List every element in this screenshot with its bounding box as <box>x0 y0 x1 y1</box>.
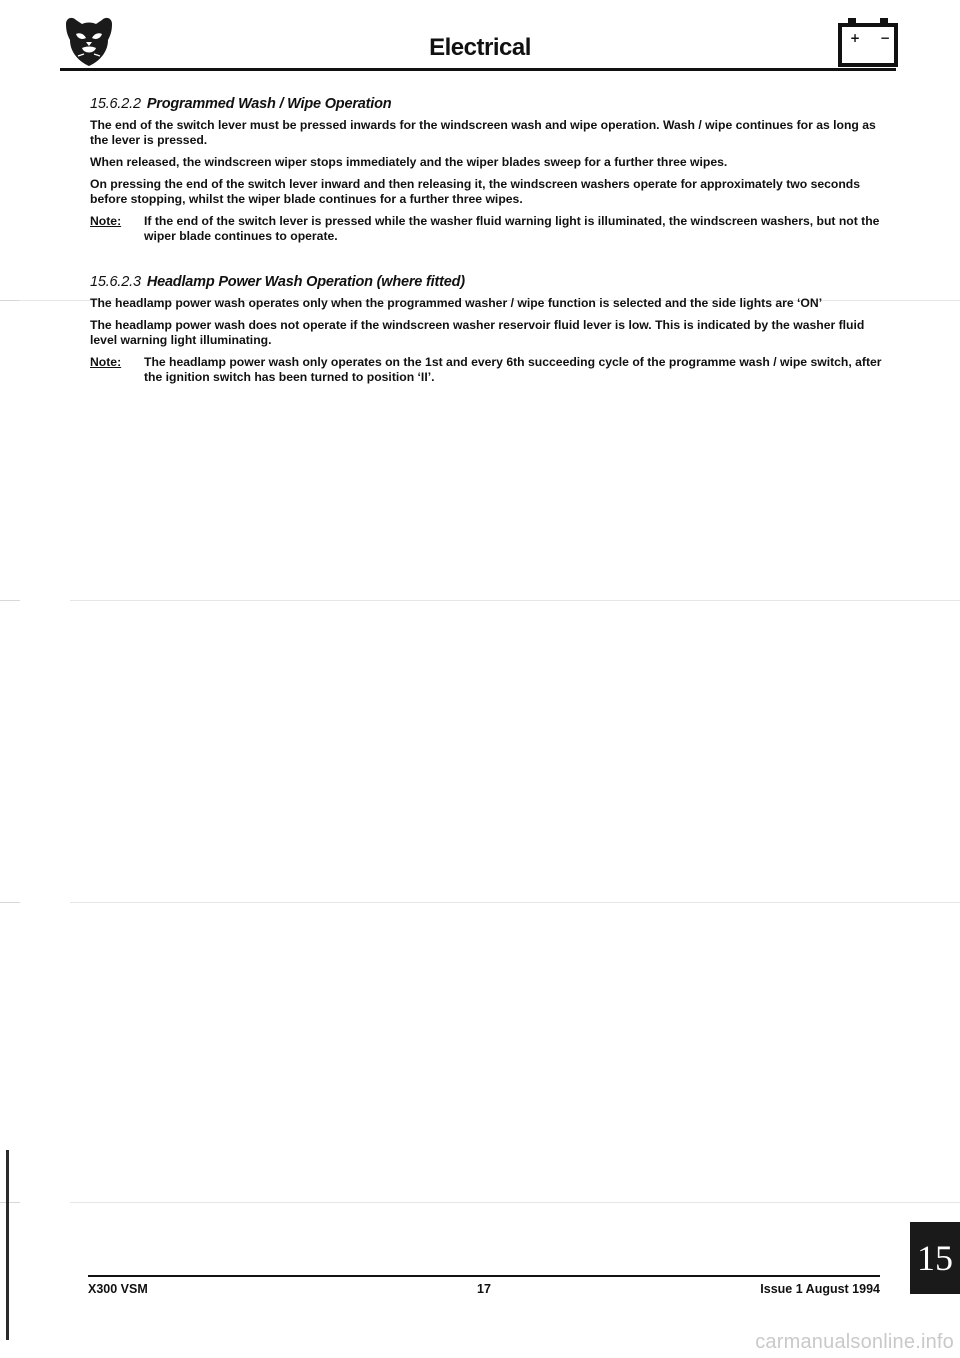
document-code: X300 VSM <box>88 1282 148 1296</box>
section-title: Headlamp Power Wash Operation (where fitted) <box>146 274 465 290</box>
note-text: If the end of the switch lever is pressed while the washer fluid warning light is illuminated, the windscreen washers, but not the wiper blade continues to operate. <box>144 214 880 243</box>
section-headlamp-power-wash <box>90 274 885 385</box>
section-title: Programmed Wash / Wipe Operation <box>146 96 392 112</box>
page-header <box>60 8 900 72</box>
battery-icon <box>834 16 900 68</box>
note-block <box>90 214 885 244</box>
battery-plus-label: + <box>850 31 861 45</box>
section-number: 15.6.2.2 <box>90 96 141 112</box>
watermark: carmanualsonline.info <box>755 1331 954 1353</box>
page-title: Electrical <box>429 34 531 61</box>
paragraph: When released, the windscreen wiper stops immediately and the wiper blades sweep for a further three wipes. <box>90 155 728 169</box>
section-heading <box>90 274 885 290</box>
section-programmed-wash-wipe <box>90 96 885 244</box>
footer-divider <box>88 1275 880 1277</box>
page-content <box>90 96 885 392</box>
section-heading <box>90 96 885 112</box>
section-number: 15.6.2.3 <box>90 274 141 290</box>
margin-tick <box>0 600 20 601</box>
note-text: The headlamp power wash only operates on the 1st and every 6th succeeding cycle of the programme wash / wipe switch, after the ignition switch has been turned to position ‘II’. <box>144 355 882 384</box>
page-number: 17 <box>477 1282 491 1296</box>
binding-edge <box>6 1150 9 1340</box>
scan-line <box>70 1202 960 1203</box>
paragraph: On pressing the end of the switch lever inward and then releasing it, the windscreen washers operate for approximately two seconds before stopping, whilst the wiper blade continues for a further three wipes. <box>90 177 861 206</box>
chapter-tab: 15 <box>910 1222 960 1294</box>
note-block <box>90 355 885 385</box>
paragraph: The end of the switch lever must be pressed inwards for the windscreen wash and wipe operation. Wash / wipe continues for as long as the lever is pressed. <box>90 118 876 147</box>
paragraph: The headlamp power wash operates only when the programmed washer / wipe function is selected and the side lights are ‘ON’ <box>90 296 823 310</box>
battery-minus-label: − <box>880 31 891 45</box>
scan-line <box>70 902 960 903</box>
margin-tick <box>0 300 20 301</box>
margin-tick <box>0 1202 20 1203</box>
scan-line <box>70 600 960 601</box>
header-divider <box>60 68 896 71</box>
note-label: Note: <box>90 355 122 369</box>
note-label: Note: <box>90 214 122 228</box>
margin-tick <box>0 902 20 903</box>
paragraph: The headlamp power wash does not operate if the windscreen washer reservoir fluid lever is low. This is indicated by the washer fluid level warning light illuminating. <box>90 318 865 347</box>
issue-date: Issue 1 August 1994 <box>760 1282 880 1296</box>
